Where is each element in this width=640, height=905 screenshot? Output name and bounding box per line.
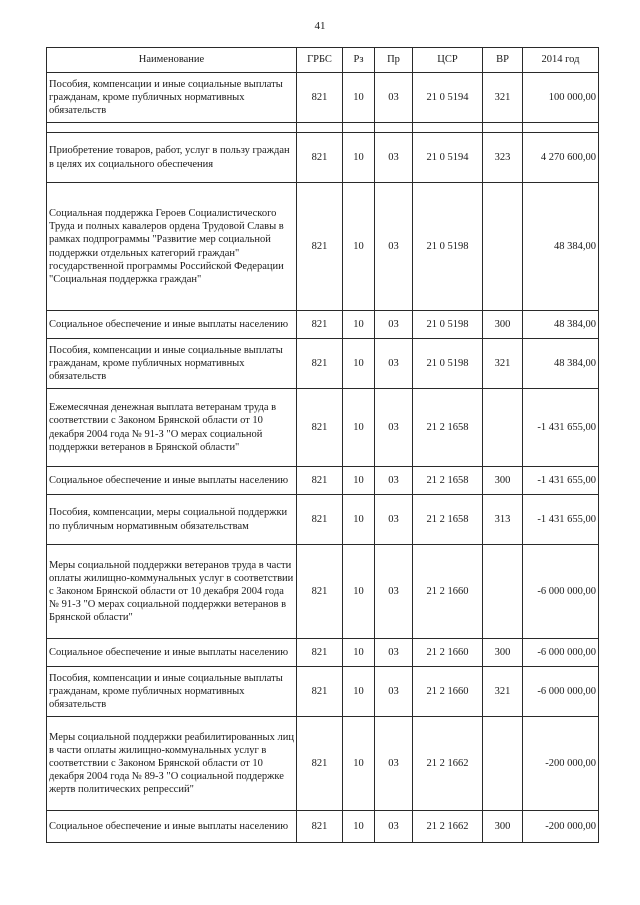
row-name: Пособия, компенсации и иные социальные выплаты гражданам, кроме публичных нормативных обязательств: [47, 73, 297, 123]
table-row: [47, 667, 599, 717]
row-csr: 21 2 1662: [413, 811, 483, 843]
row-pr: 03: [375, 311, 413, 339]
row-rz: 10: [343, 639, 375, 667]
row-vr: [483, 389, 523, 467]
row-grbs: 821: [297, 183, 343, 311]
row-vr: [483, 717, 523, 811]
header-name: Наименование: [47, 48, 297, 73]
row-grbs: 821: [297, 311, 343, 339]
row-csr: 21 2 1660: [413, 639, 483, 667]
row-grbs: 821: [297, 811, 343, 843]
row-grbs: 821: [297, 467, 343, 495]
row-csr: 21 0 5194: [413, 73, 483, 123]
row-grbs: 821: [297, 339, 343, 389]
row-vr: [483, 183, 523, 311]
row-csr: 21 2 1662: [413, 717, 483, 811]
row-rz: 10: [343, 389, 375, 467]
row-rz: 10: [343, 495, 375, 545]
row-rz: 10: [343, 717, 375, 811]
row-csr: 21 0 5194: [413, 133, 483, 183]
row-rz: 10: [343, 667, 375, 717]
row-sum: -200 000,00: [523, 811, 599, 843]
header-rz: Рз: [343, 48, 375, 73]
row-vr: 321: [483, 339, 523, 389]
row-name: Социальная поддержка Героев Социалистического Труда и полных кавалеров ордена Трудовой Славы в рамках подпрограммы "Развитие мер социальной поддержки отдельных категорий граждан" государственной программы Российской Федерации "Социальная поддержка граждан": [47, 183, 297, 311]
row-pr: 03: [375, 717, 413, 811]
row-rz: 10: [343, 183, 375, 311]
row-sum: -6 000 000,00: [523, 639, 599, 667]
row-sum: 4 270 600,00: [523, 133, 599, 183]
row-csr: 21 2 1658: [413, 495, 483, 545]
row-pr: 03: [375, 667, 413, 717]
page-number: 41: [314, 20, 326, 32]
row-rz: 10: [343, 545, 375, 639]
row-sum: -1 431 655,00: [523, 389, 599, 467]
row-gap: [47, 123, 599, 133]
header-year: 2014 год: [523, 48, 599, 73]
budget-table: [46, 47, 599, 843]
row-csr: 21 2 1660: [413, 667, 483, 717]
row-grbs: 821: [297, 667, 343, 717]
header-grbs: ГРБС: [297, 48, 343, 73]
row-name: Приобретение товаров, работ, услуг в пользу граждан в целях их социального обеспечения: [47, 133, 297, 183]
row-name: Социальное обеспечение и иные выплаты населению: [47, 311, 297, 339]
row-pr: 03: [375, 73, 413, 123]
row-name: Пособия, компенсации, меры социальной поддержки по публичным нормативным обязательствам: [47, 495, 297, 545]
table-row: [47, 183, 599, 311]
row-vr: 300: [483, 811, 523, 843]
row-grbs: 821: [297, 545, 343, 639]
row-name: Социальное обеспечение и иные выплаты населению: [47, 811, 297, 843]
row-sum: 48 384,00: [523, 311, 599, 339]
row-vr: 321: [483, 667, 523, 717]
row-vr: 300: [483, 639, 523, 667]
row-pr: 03: [375, 389, 413, 467]
table-header-row: [47, 48, 599, 73]
table-row: [47, 339, 599, 389]
row-vr: [483, 545, 523, 639]
table-row: [47, 545, 599, 639]
row-pr: 03: [375, 545, 413, 639]
row-rz: 10: [343, 467, 375, 495]
table-row: [47, 811, 599, 843]
header-pr: Пр: [375, 48, 413, 73]
table-row: [47, 467, 599, 495]
table-row: [47, 717, 599, 811]
row-sum: -6 000 000,00: [523, 545, 599, 639]
row-vr: 300: [483, 467, 523, 495]
table-row: [47, 133, 599, 183]
row-pr: 03: [375, 639, 413, 667]
table-row: [47, 495, 599, 545]
row-vr: 321: [483, 73, 523, 123]
row-grbs: 821: [297, 717, 343, 811]
header-csr: ЦСР: [413, 48, 483, 73]
row-sum: -6 000 000,00: [523, 667, 599, 717]
table-row: [47, 639, 599, 667]
row-csr: 21 0 5198: [413, 339, 483, 389]
row-grbs: 821: [297, 133, 343, 183]
row-name: Ежемесячная денежная выплата ветеранам труда в соответствии с Законом Брянской области от 10 декабря 2004 года № 91-З "О мерах социальной поддержки ветеранов в Брянской области": [47, 389, 297, 467]
row-rz: 10: [343, 339, 375, 389]
row-name: Пособия, компенсации и иные социальные выплаты гражданам, кроме публичных нормативных обязательств: [47, 667, 297, 717]
row-name: Социальное обеспечение и иные выплаты населению: [47, 639, 297, 667]
row-pr: 03: [375, 811, 413, 843]
table-row: [47, 73, 599, 123]
row-name: Меры социальной поддержки ветеранов труда в части оплаты жилищно-коммунальных услуг в соответствии с Законом Брянской области от 10 декабря 2004 года № 91-З "О мерах социальной поддержки ветеранов в Брянской области": [47, 545, 297, 639]
row-rz: 10: [343, 73, 375, 123]
row-name: Меры социальной поддержки реабилитированных лиц в части оплаты жилищно-коммунальных услуг в соответствии с Законом Брянской области от 10 декабря 2004 года № 89-З "О социальной поддержке жертв политических репрессий": [47, 717, 297, 811]
header-vr: ВР: [483, 48, 523, 73]
row-sum: -1 431 655,00: [523, 467, 599, 495]
row-name: Пособия, компенсации и иные социальные выплаты гражданам, кроме публичных нормативных обязательств: [47, 339, 297, 389]
row-rz: 10: [343, 311, 375, 339]
row-vr: 323: [483, 133, 523, 183]
table-row: [47, 311, 599, 339]
row-pr: 03: [375, 339, 413, 389]
row-csr: 21 2 1660: [413, 545, 483, 639]
row-pr: 03: [375, 467, 413, 495]
row-rz: 10: [343, 811, 375, 843]
row-pr: 03: [375, 183, 413, 311]
row-grbs: 821: [297, 389, 343, 467]
row-csr: 21 0 5198: [413, 311, 483, 339]
row-sum: -1 431 655,00: [523, 495, 599, 545]
row-pr: 03: [375, 133, 413, 183]
row-sum: -200 000,00: [523, 717, 599, 811]
row-grbs: 821: [297, 73, 343, 123]
row-grbs: 821: [297, 639, 343, 667]
row-csr: 21 2 1658: [413, 467, 483, 495]
row-rz: 10: [343, 133, 375, 183]
row-pr: 03: [375, 495, 413, 545]
row-sum: 48 384,00: [523, 339, 599, 389]
row-grbs: 821: [297, 495, 343, 545]
row-name: Социальное обеспечение и иные выплаты населению: [47, 467, 297, 495]
row-csr: 21 2 1658: [413, 389, 483, 467]
row-sum: 48 384,00: [523, 183, 599, 311]
row-csr: 21 0 5198: [413, 183, 483, 311]
row-vr: 300: [483, 311, 523, 339]
row-sum: 100 000,00: [523, 73, 599, 123]
table-row: [47, 389, 599, 467]
row-vr: 313: [483, 495, 523, 545]
